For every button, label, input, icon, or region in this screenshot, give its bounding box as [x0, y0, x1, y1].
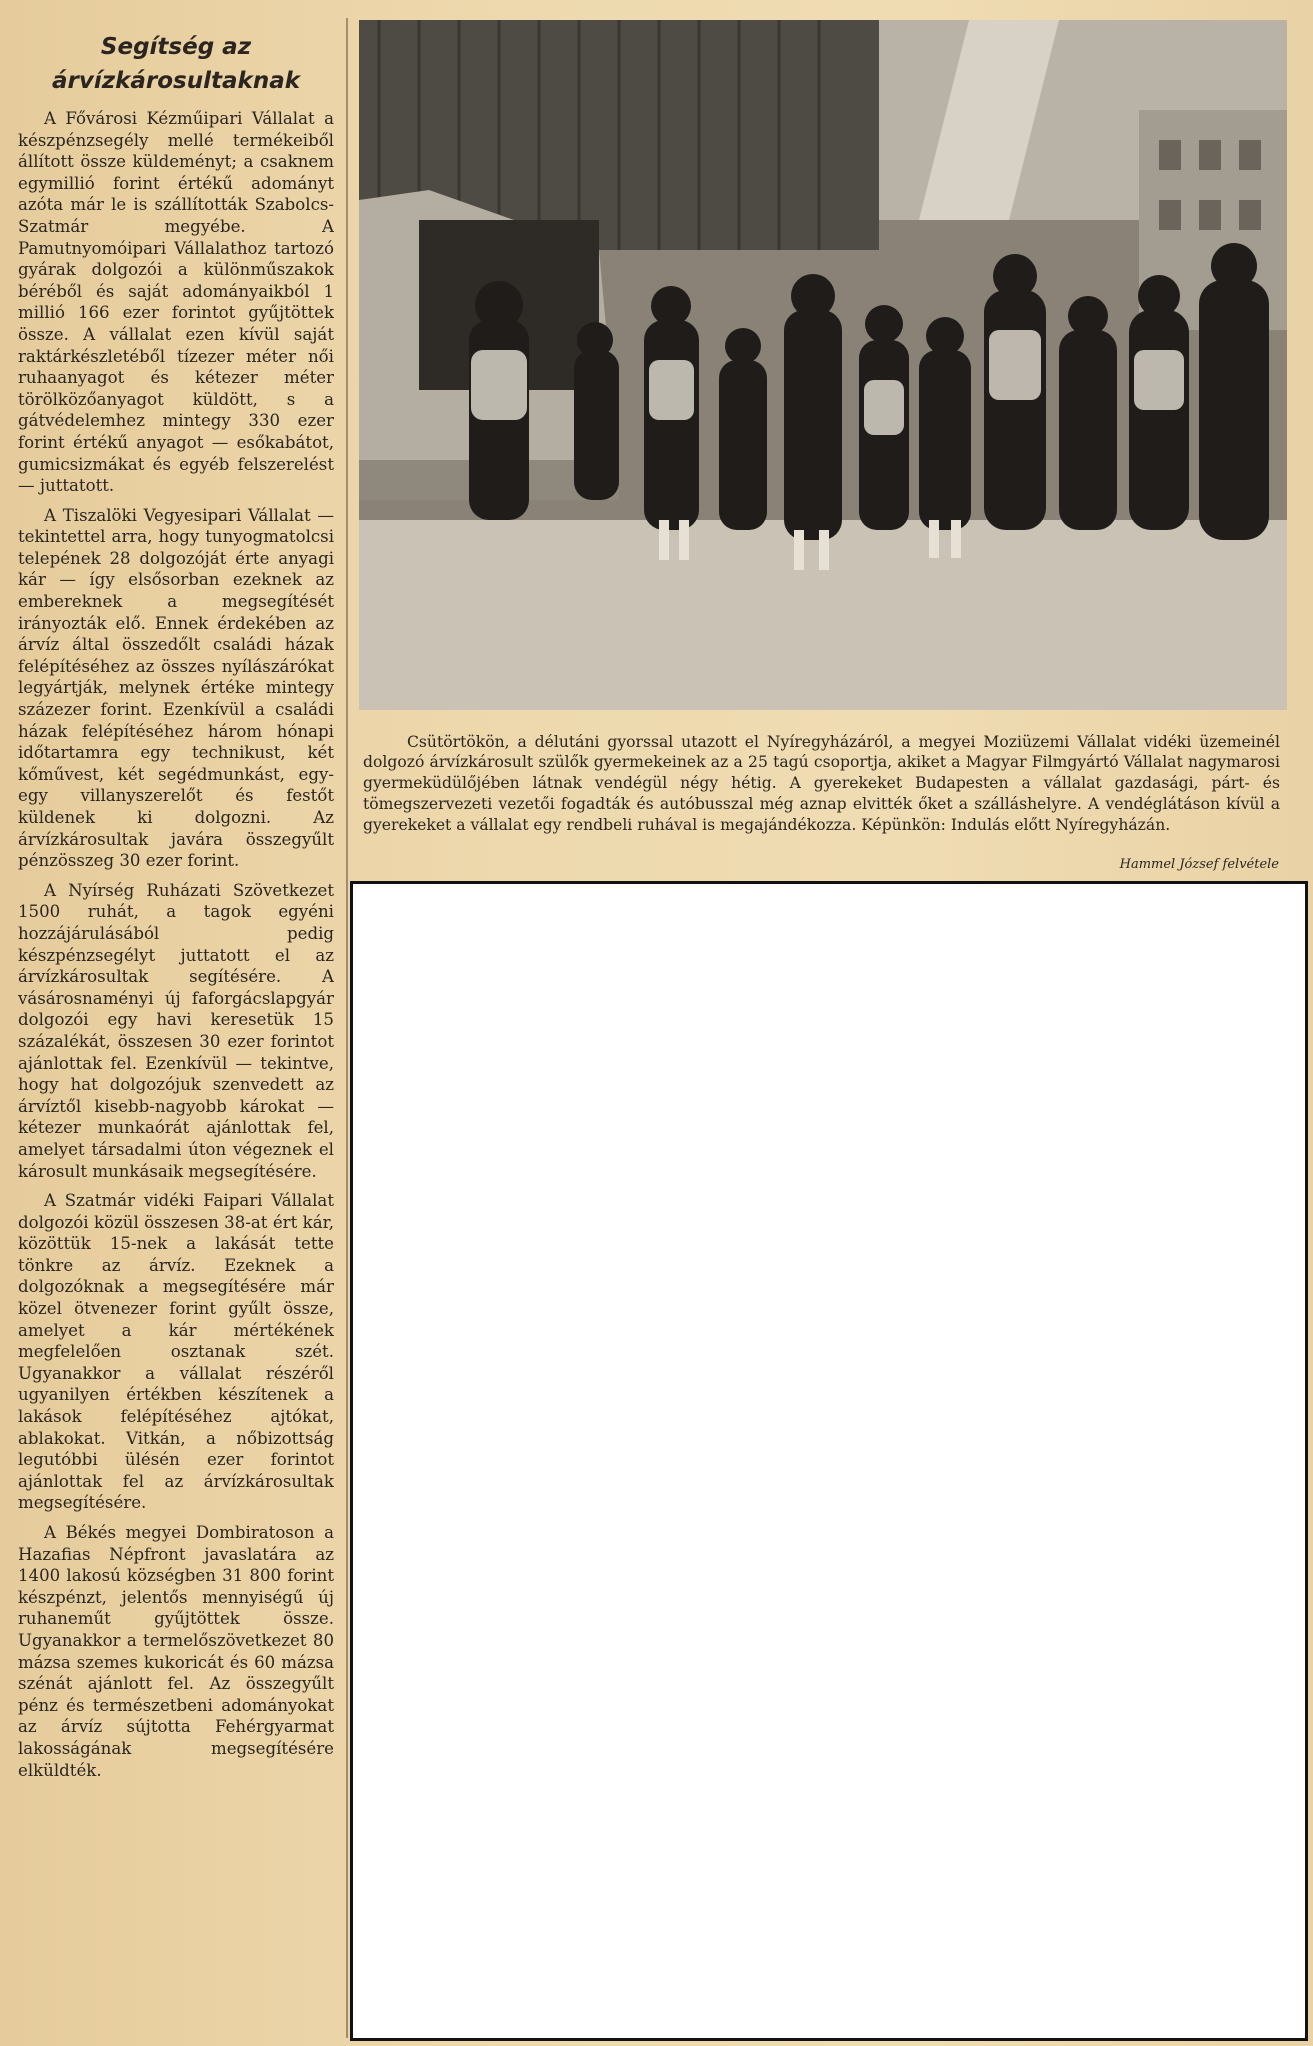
headline-line-1: Segítség az — [100, 34, 252, 60]
article-paragraph-3: A Nyírség Ruházati Szövetkezet 1500 ruhát, a tagok egyéni hozzájárulásából pedig készpénzsegélyt juttatott el az árvízkárosultak segítésére. A vásárosnaményi új faforgácslapgyár dolgozói egy havi keresetük 15 százalékát, összesen 30 ezer forintot ajánlottak fel. Ezenkívül — tekintve, hogy hat dolgozójuk szenvedett az árvíztől kisebb-nagyobb károkat — kétezer munkaórát ajánlottak fel, amelyet társadalmi úton végeznek el károsult munkásaik megsegítésére. — [18, 880, 334, 1181]
article-paragraph-1: A Fővárosi Kézműipari Vállalat a készpénzsegély mellé termékeiből állított össze küldeményt; a csaknem egymillió forint értékű adományt azóta már le is szállították Szabolcs-Szatmár megyébe. A Pamutnyomóipari Vállalathoz tartozó gyárak dolgozói a különműszakok béréből és saját adományaikból 1 millió 166 ezer forintot gyűjtöttek össze. A vállalat ezen kívül saját raktárkészletéből tízezer méter női ruhaanyagot és kétezer méter törölközőanyagot küldött, s a gátvédelemhez mintegy 330 ezer forint értékű anyagot — esőkabátot, gumicsizmákat és egyéb felszerelést — juttatott. — [18, 109, 334, 496]
photo-caption: Csütörtökön, a délutáni gyorssal utazott el Nyíregyházáról, a megyei Moziüzemi Vállalat vidéki üzemeinél dolgozó árvízkárosult szülők gyermekeinek az a 25 tagú csoportja, akiket a Magyar Filmgyártó Vállalat nagymarosi gyermeküdülőjében látnak vendégül négy hétig. A gyerekeket Budapesten a vállalat gazdasági, párt- és tömegszervezeti vezetői fogadták és autóbusszal még aznap elvitték őket a szálláshelyre. A vendéglátáson kívül a gyerekeket a vállalat egy rendbeli ruhával is megajándékozza. Képünkön: Indulás előtt Nyíregyházán. — [363, 732, 1280, 834]
column-divider — [346, 18, 348, 2038]
blank-white-box — [350, 881, 1308, 2041]
photo-illustration — [359, 20, 1287, 710]
headline-line-2: árvízkárosultaknak — [51, 68, 301, 94]
article-column — [18, 22, 334, 2032]
article-paragraph-4: A Szatmár vidéki Faipari Vállalat dolgozói közül összesen 38-at ért kár, közöttük 15-nek a lakását tette tönkre az árvíz. Ezeknek a dolgozóknak a megsegítésére már közel ötvenezer forint gyűlt össze, amelyet a kár mértékének megfelelően osztanak szét. Ugyanakkor a vállalat részéről ugyanilyen értékben készítenek a lakások felépítéséhez ajtókat, ablakokat. Vitkán, a nőbizottság legutóbbi ülésén ezer forintot ajánlottak fel az árvízkárosultak megsegítésére. — [18, 1191, 334, 1513]
news-photo — [359, 20, 1287, 710]
article-headline — [18, 30, 334, 98]
photo-credit: Hammel József felvétele — [1119, 857, 1279, 872]
article-paragraph-5: A Békés megyei Dombiratoson a Hazafias Népfront javaslatára az 1400 lakosú községben 31 800 forint készpénzt, jelentős mennyiségű új ruhaneműt gyűjtöttek össze. Ugyanakkor a termelőszövetkezet 80 mázsa szemes kukoricát és 60 mázsa szénát ajánlott fel. Az összegyűlt pénz és természetbeni adományokat az árvíz sújtotta Fehérgyarmat lakosságának megsegítésére elküldték. — [18, 1523, 334, 1780]
article-paragraph-2: A Tiszalöki Vegyesipari Vállalat — tekintettel arra, hogy tunyogmatolcsi telepének 28 dolgozóját érte anyagi kár — így elsősorban ezeknek az embereknek a megsegítését irányozták elő. Ennek érdekében az árvíz által összedőlt családi házak felépítéséhez az összes nyílászárókat legyártják, melynek értéke mintegy százezer forint. Ezenkívül a családi házak felépítéséhez három hónapi időtartamra egy technikust, két kőművest, két segédmunkást, egy-egy villanyszerelőt és festőt küldenek ki dolgozni. Az árvízkárosultak javára összegyűlt pénzösszeg 30 ezer forint. — [18, 505, 334, 871]
